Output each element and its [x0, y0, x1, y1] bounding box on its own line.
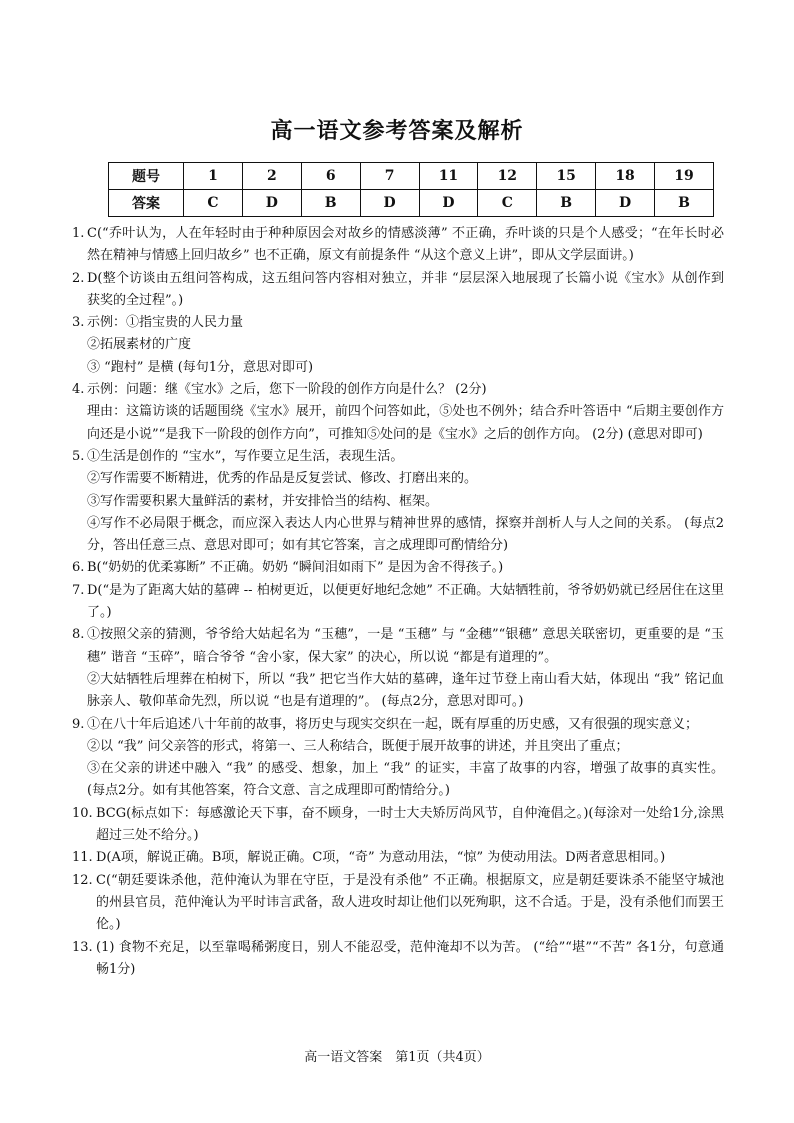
item-number: 1.	[72, 226, 85, 241]
explanation-item-8	[72, 624, 724, 713]
page-title: 高一语文参考答案及解析	[270, 118, 524, 144]
question-number-cell: 18	[596, 163, 655, 190]
item-text: (1) 食物不充足，以至靠喝稀粥度日，别人不能忍受，范仲淹却不以为苦。 (“给”“堪”“不苦” 各1分，句意通畅1分)	[96, 939, 724, 977]
item-number: 12.	[72, 872, 93, 888]
item-text: D(“是为了距离大姑的墓碑 -- 柏树更近，以便更好地纪念她” 不正确。大姑牺牲前，爷爷奶奶就已经居住在这里了。)	[87, 582, 724, 621]
item-text: BCG(标点如下：每感激论天下事，奋不顾身，一时士大夫矫厉尚风节，自仲淹倡之。)(每涂对一处给1分,涂黑超过三处不给分。)	[96, 805, 724, 844]
item-number: 6.	[72, 560, 85, 576]
item-text: D(A项，解说正确。B项，解说正确。C项，“奇” 为意动用法，“惊” 为使动用法。D两者意思相同。)	[96, 850, 666, 866]
explanation-item-6	[72, 557, 724, 579]
answer-row	[109, 190, 714, 217]
explanation-item-4	[72, 379, 724, 446]
item-text: ①按照父亲的猜测，爷爷给大姑起名为 “玉穗”，一是 “玉穗” 与 “金穗”“银穗” 意思关联密切，更重要的是 “玉穗” 谐音 “玉碎”，暗合爷爷 “舍小家，保大家” 的决心，所以说 “都是有道理的”。	[87, 627, 724, 665]
answer-cell: D	[360, 190, 419, 217]
item-number: 8.	[72, 627, 85, 643]
page-footer: 高一语文答案 第1页（共4页）	[304, 1050, 490, 1065]
explanation-item-12	[72, 870, 724, 937]
explanation-item-5	[72, 446, 724, 557]
item-text: 示例：问题：继《宝水》之后，您下一阶段的创作方向是什么？ (2分)	[87, 382, 487, 398]
explanation-item-11	[72, 847, 724, 869]
explanation-item-9	[72, 714, 724, 803]
answer-cell: C	[184, 190, 243, 217]
answer-table	[108, 162, 714, 217]
explanation-item-10	[72, 803, 724, 848]
question-number-cell: 7	[360, 163, 419, 190]
item-text: ①生活是创作的 “宝水”，写作要立足生活，表现生活。	[87, 448, 404, 464]
answer-cell: D	[242, 190, 301, 217]
item-number: 9.	[72, 716, 85, 732]
answer-cell: B	[537, 190, 596, 217]
item-number: 4.	[72, 382, 85, 398]
item-number: 10.	[72, 805, 93, 821]
question-number-cell: 11	[419, 163, 478, 190]
item-text: ④写作不必局限于概念，而应深入表达人内心世界与精神世界的感情，探察并剖析人与人之间的关系。 (每点2分，答出任意三点、意思对即可；如有其它答案，言之成理即可酌情给分)	[87, 515, 724, 554]
question-number-row	[109, 163, 714, 190]
answer-cell: D	[419, 190, 478, 217]
item-text: C(“乔叶认为，人在年轻时由于种种原因会对故乡的情感淡薄” 不正确，乔叶谈的只是个人感受；“在年长时必然在精神与情感上回归故乡” 也不正确，原文有前提条件 “从这个意义上讲”，即从文学层面讲。)	[87, 226, 724, 264]
answer-explanations	[72, 223, 724, 981]
question-number-cell: 19	[655, 163, 714, 190]
item-number: 13.	[72, 939, 93, 955]
answer-cell: B	[301, 190, 360, 217]
answer-header: 答案	[109, 190, 184, 217]
item-text: ②以 “我” 问父亲答的形式，将第一、三人称结合，既便于展开故事的讲述，并且突出了重点；	[87, 738, 629, 754]
answer-cell: C	[478, 190, 537, 217]
question-number-cell: 12	[478, 163, 537, 190]
explanation-item-3	[72, 312, 724, 379]
question-number-cell: 15	[537, 163, 596, 190]
item-number: 11.	[72, 850, 93, 866]
item-number: 3.	[72, 315, 85, 331]
item-text: ②拓展素材的广度	[87, 337, 192, 353]
question-number-cell: 1	[184, 163, 243, 190]
question-number-cell: 6	[301, 163, 360, 190]
explanation-item-1	[72, 223, 724, 268]
question-number-cell: 2	[242, 163, 301, 190]
item-text: C(“朝廷要诛杀他，范仲淹认为罪在守臣，于是没有杀他” 不正确。根据原文，应是朝廷要诛杀不能坚守城池的州县官员，范仲淹认为平时讳言武备，敌人进攻时却让他们以死殉职，这不合适。于是，没有杀他们而罢王伦。)	[96, 872, 724, 933]
item-text: 示例：①指宝贵的人民力量	[87, 315, 244, 331]
explanation-item-7	[72, 580, 724, 625]
answer-cell: B	[655, 190, 714, 217]
item-text: ③ “跑村” 是横 (每句1分，意思对即可)	[87, 359, 314, 375]
explanation-item-13	[72, 937, 724, 982]
item-text: ③在父亲的讲述中融入 “我” 的感受、想象，加上 “我” 的证实，丰富了故事的内容，增强了故事的真实性。 (每点2分。如有其他答案，符合文意、言之成理即可酌情给分。)	[87, 761, 724, 799]
item-text: ③写作需要积累大量鲜活的素材，并安排恰当的结构、框架。	[87, 493, 439, 509]
item-text: D(整个访谈由五组问答构成，这五组问答内容相对独立，并非 “层层深入地展现了长篇小说《宝水》从创作到获奖的全过程”。)	[87, 270, 724, 308]
item-number: 2.	[72, 270, 85, 286]
explanation-item-2	[72, 268, 724, 313]
item-text: 理由：这篇访谈的话题围绕《宝水》展开，前四个问答如此，⑤处也不例外；结合乔叶答语中 “后期主要创作方向还是小说”“是我下一阶段的创作方向”，可推知⑤处问的是《宝水》之后的创作方向。 (2分) (意思对即可)	[87, 404, 724, 442]
item-text: ②大姑牺牲后埋葬在柏树下，所以 “我” 把它当作大姑的墓碑，逢年过节登上南山看大姑，体现出 “我” 铭记血脉亲人、敬仰革命先烈，所以说 “也是有道理的”。 (每点2分，意思对即可。)	[87, 671, 724, 710]
item-number: 5.	[72, 448, 85, 464]
item-text: B(“奶奶的优柔寡断” 不正确。奶奶 “瞬间泪如雨下” 是因为舍不得孩子。)	[87, 560, 504, 576]
item-text: ①在八十年后追述八十年前的故事，将历史与现实交织在一起，既有厚重的历史感，又有很强的现实意义；	[87, 716, 699, 732]
item-text: ②写作需要不断精进，优秀的作品是反复尝试、修改、打磨出来的。	[87, 471, 478, 487]
question-number-header: 题号	[109, 163, 184, 190]
answer-cell: D	[596, 190, 655, 217]
item-number: 7.	[72, 582, 85, 598]
